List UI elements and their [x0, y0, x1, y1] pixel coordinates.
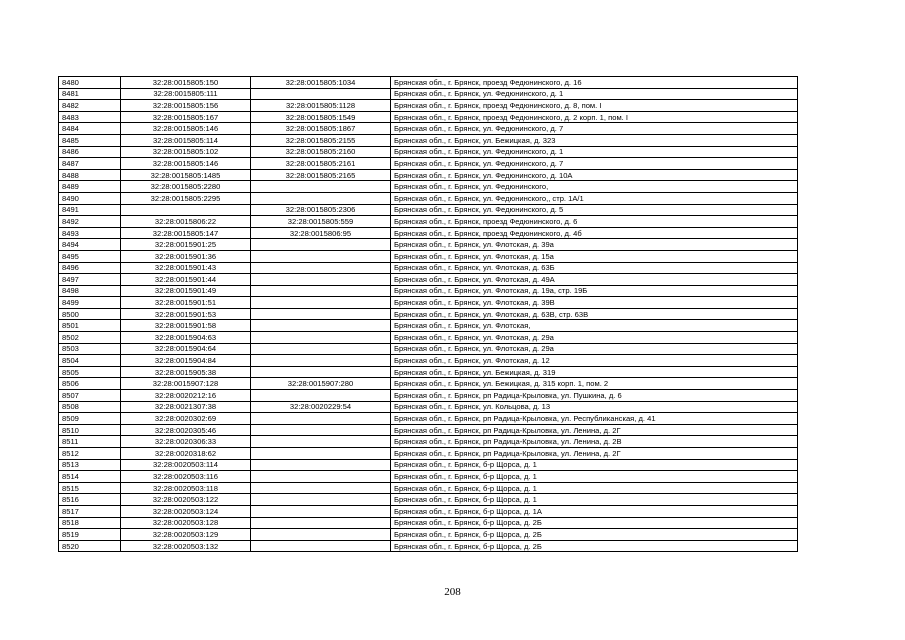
parent-cadastral-number-cell [251, 181, 391, 193]
address-cell: Брянская обл., г. Брянск, рп Радица-Крыловка, ул. Пушкина, д. 6 [391, 390, 798, 402]
cadastral-table [58, 76, 798, 552]
row-number-cell: 8504 [59, 355, 121, 367]
row-number-cell: 8510 [59, 424, 121, 436]
address-cell: Брянская обл., г. Брянск, проезд Федюнинского, д. 2 корп. 1, пом. I [391, 111, 798, 123]
address-cell: Брянская обл., г. Брянск, ул. Федюнинского, д. 7 [391, 123, 798, 135]
row-number-cell: 8518 [59, 517, 121, 529]
parent-cadastral-number-cell: 32:28:0015907:280 [251, 378, 391, 390]
parent-cadastral-number-cell [251, 297, 391, 309]
row-number-cell: 8515 [59, 482, 121, 494]
table-row [59, 285, 798, 297]
address-cell: Брянская обл., г. Брянск, б-р Щорса, д. 1 [391, 471, 798, 483]
row-number-cell: 8499 [59, 297, 121, 309]
table-row [59, 88, 798, 100]
table-row [59, 227, 798, 239]
table-row [59, 424, 798, 436]
table-row [59, 413, 798, 425]
cadastral-number-cell: 32:28:0015805:146 [121, 158, 251, 170]
parent-cadastral-number-cell [251, 494, 391, 506]
cadastral-number-cell: 32:28:0015805:114 [121, 134, 251, 146]
table-row [59, 448, 798, 460]
row-number-cell: 8487 [59, 158, 121, 170]
table-row [59, 216, 798, 228]
address-cell: Брянская обл., г. Брянск, ул. Федюнинского, д. 5 [391, 204, 798, 216]
cadastral-number-cell: 32:28:0020306:33 [121, 436, 251, 448]
row-number-cell: 8506 [59, 378, 121, 390]
parent-cadastral-number-cell: 32:28:0015806:95 [251, 227, 391, 239]
cadastral-number-cell: 32:28:0015901:43 [121, 262, 251, 274]
address-cell: Брянская обл., г. Брянск, б-р Щорса, д. 1 [391, 459, 798, 471]
row-number-cell: 8513 [59, 459, 121, 471]
row-number-cell: 8508 [59, 401, 121, 413]
address-cell: Брянская обл., г. Брянск, ул. Бежицкая, д. 319 [391, 366, 798, 378]
cadastral-number-cell: 32:28:0015805:150 [121, 77, 251, 89]
parent-cadastral-number-cell [251, 343, 391, 355]
cadastral-number-cell: 32:28:0020503:124 [121, 505, 251, 517]
cadastral-number-cell: 32:28:0015805:147 [121, 227, 251, 239]
cadastral-number-cell: 32:28:0015901:58 [121, 320, 251, 332]
address-cell: Брянская обл., г. Брянск, б-р Щорса, д. 2Б [391, 540, 798, 552]
cadastral-number-cell: 32:28:0020503:116 [121, 471, 251, 483]
table-row [59, 146, 798, 158]
address-cell: Брянская обл., г. Брянск, ул. Флотская, д. 19а, стр. 19Б [391, 285, 798, 297]
address-cell: Брянская обл., г. Брянск, б-р Щорса, д. 1 [391, 494, 798, 506]
parent-cadastral-number-cell [251, 424, 391, 436]
address-cell: Брянская обл., г. Брянск, проезд Федюнинского, д. 4б [391, 227, 798, 239]
address-cell: Брянская обл., г. Брянск, ул. Бежицкая, д. 323 [391, 134, 798, 146]
table-row [59, 320, 798, 332]
address-cell: Брянская обл., г. Брянск, проезд Федюнинского, д. 8, пом. I [391, 100, 798, 112]
address-cell: Брянская обл., г. Брянск, проезд Федюнинского, д. 6 [391, 216, 798, 228]
table-row [59, 239, 798, 251]
address-cell: Брянская обл., г. Брянск, ул. Флотская, д. 29а [391, 343, 798, 355]
address-cell: Брянская обл., г. Брянск, ул. Флотская, д. 63В, стр. 63В [391, 308, 798, 320]
cadastral-number-cell: 32:28:0020302:69 [121, 413, 251, 425]
row-number-cell: 8517 [59, 505, 121, 517]
row-number-cell: 8491 [59, 204, 121, 216]
parent-cadastral-number-cell: 32:28:0020229:54 [251, 401, 391, 413]
row-number-cell: 8498 [59, 285, 121, 297]
parent-cadastral-number-cell: 32:28:0015805:2155 [251, 134, 391, 146]
table-row [59, 378, 798, 390]
cadastral-number-cell: 32:28:0020503:114 [121, 459, 251, 471]
cadastral-number-cell: 32:28:0020305:46 [121, 424, 251, 436]
row-number-cell: 8492 [59, 216, 121, 228]
row-number-cell: 8511 [59, 436, 121, 448]
parent-cadastral-number-cell [251, 471, 391, 483]
table-row [59, 482, 798, 494]
address-cell: Брянская обл., г. Брянск, б-р Щорса, д. 2Б [391, 529, 798, 541]
cadastral-number-cell: 32:28:0015806:22 [121, 216, 251, 228]
cadastral-number-cell: 32:28:0015901:25 [121, 239, 251, 251]
cadastral-number-cell: 32:28:0015805:156 [121, 100, 251, 112]
cadastral-number-cell: 32:28:0015805:167 [121, 111, 251, 123]
row-number-cell: 8519 [59, 529, 121, 541]
parent-cadastral-number-cell: 32:28:0015805:1867 [251, 123, 391, 135]
table-row [59, 262, 798, 274]
parent-cadastral-number-cell [251, 448, 391, 460]
row-number-cell: 8503 [59, 343, 121, 355]
row-number-cell: 8520 [59, 540, 121, 552]
cadastral-number-cell: 32:28:0015805:146 [121, 123, 251, 135]
table-row [59, 100, 798, 112]
row-number-cell: 8489 [59, 181, 121, 193]
address-cell: Брянская обл., г. Брянск, проезд Федюнинского, д. 16 [391, 77, 798, 89]
table-row [59, 77, 798, 89]
row-number-cell: 8502 [59, 332, 121, 344]
cadastral-number-cell [121, 204, 251, 216]
table-row [59, 529, 798, 541]
parent-cadastral-number-cell [251, 262, 391, 274]
table-row [59, 123, 798, 135]
parent-cadastral-number-cell [251, 482, 391, 494]
parent-cadastral-number-cell: 32:28:0015805:2165 [251, 169, 391, 181]
parent-cadastral-number-cell [251, 366, 391, 378]
table-row [59, 505, 798, 517]
cadastral-number-cell: 32:28:0015805:102 [121, 146, 251, 158]
row-number-cell: 8501 [59, 320, 121, 332]
row-number-cell: 8486 [59, 146, 121, 158]
table-row [59, 390, 798, 402]
parent-cadastral-number-cell: 32:28:0015805:2160 [251, 146, 391, 158]
cadastral-number-cell: 32:28:0021307:38 [121, 401, 251, 413]
row-number-cell: 8505 [59, 366, 121, 378]
table-row [59, 517, 798, 529]
table-row [59, 332, 798, 344]
cadastral-number-cell: 32:28:0015907:128 [121, 378, 251, 390]
parent-cadastral-number-cell [251, 413, 391, 425]
cadastral-number-cell: 32:28:0015805:1485 [121, 169, 251, 181]
address-cell: Брянская обл., г. Брянск, ул. Федюнинского,, стр. 1А/1 [391, 192, 798, 204]
row-number-cell: 8483 [59, 111, 121, 123]
table-row [59, 494, 798, 506]
table-row [59, 343, 798, 355]
cadastral-number-cell: 32:28:0015904:64 [121, 343, 251, 355]
table-row [59, 134, 798, 146]
parent-cadastral-number-cell: 32:28:0015805:1549 [251, 111, 391, 123]
address-cell: Брянская обл., г. Брянск, б-р Щорса, д. 2Б [391, 517, 798, 529]
row-number-cell: 8497 [59, 274, 121, 286]
row-number-cell: 8488 [59, 169, 121, 181]
table-row [59, 192, 798, 204]
cadastral-number-cell: 32:28:0015904:84 [121, 355, 251, 367]
row-number-cell: 8485 [59, 134, 121, 146]
parent-cadastral-number-cell [251, 192, 391, 204]
table-body [59, 77, 798, 552]
row-number-cell: 8493 [59, 227, 121, 239]
cadastral-number-cell: 32:28:0015905:38 [121, 366, 251, 378]
table-row [59, 274, 798, 286]
address-cell: Брянская обл., г. Брянск, ул. Флотская, д. 15а [391, 250, 798, 262]
address-cell: Брянская обл., г. Брянск, ул. Кольцова, д. 13 [391, 401, 798, 413]
row-number-cell: 8481 [59, 88, 121, 100]
address-cell: Брянская обл., г. Брянск, рп Радица-Крыловка, ул. Республиканская, д. 41 [391, 413, 798, 425]
table-row [59, 471, 798, 483]
address-cell: Брянская обл., г. Брянск, рп Радица-Крыловка, ул. Ленина, д. 2Г [391, 424, 798, 436]
cadastral-number-cell: 32:28:0015901:44 [121, 274, 251, 286]
address-cell: Брянская обл., г. Брянск, б-р Щорса, д. 1 [391, 482, 798, 494]
parent-cadastral-number-cell [251, 517, 391, 529]
parent-cadastral-number-cell [251, 540, 391, 552]
row-number-cell: 8480 [59, 77, 121, 89]
table-row [59, 111, 798, 123]
cadastral-number-cell: 32:28:0015805:2280 [121, 181, 251, 193]
cadastral-number-cell: 32:28:0020503:129 [121, 529, 251, 541]
row-number-cell: 8512 [59, 448, 121, 460]
table-row [59, 158, 798, 170]
row-number-cell: 8496 [59, 262, 121, 274]
parent-cadastral-number-cell: 32:28:0015805:1128 [251, 100, 391, 112]
address-cell: Брянская обл., г. Брянск, ул. Флотская, д. 29а [391, 332, 798, 344]
row-number-cell: 8516 [59, 494, 121, 506]
parent-cadastral-number-cell [251, 390, 391, 402]
table-row [59, 401, 798, 413]
table-row [59, 308, 798, 320]
address-cell: Брянская обл., г. Брянск, ул. Бежицкая, д. 315 корп. 1, пом. 2 [391, 378, 798, 390]
table-row [59, 540, 798, 552]
table-row [59, 297, 798, 309]
address-cell: Брянская обл., г. Брянск, ул. Федюнинского, д. 7 [391, 158, 798, 170]
cadastral-number-cell: 32:28:0020503:128 [121, 517, 251, 529]
cadastral-number-cell: 32:28:0020503:132 [121, 540, 251, 552]
parent-cadastral-number-cell [251, 308, 391, 320]
parent-cadastral-number-cell [251, 505, 391, 517]
table-row [59, 459, 798, 471]
table-row [59, 181, 798, 193]
parent-cadastral-number-cell [251, 355, 391, 367]
row-number-cell: 8495 [59, 250, 121, 262]
cadastral-number-cell: 32:28:0015901:49 [121, 285, 251, 297]
cadastral-number-cell: 32:28:0020212:16 [121, 390, 251, 402]
row-number-cell: 8484 [59, 123, 121, 135]
cadastral-number-cell: 32:28:0015904:63 [121, 332, 251, 344]
row-number-cell: 8482 [59, 100, 121, 112]
parent-cadastral-number-cell [251, 320, 391, 332]
table-row [59, 436, 798, 448]
address-cell: Брянская обл., г. Брянск, ул. Федюнинского, [391, 181, 798, 193]
cadastral-number-cell: 32:28:0015805:111 [121, 88, 251, 100]
address-cell: Брянская обл., г. Брянск, ул. Флотская, [391, 320, 798, 332]
row-number-cell: 8514 [59, 471, 121, 483]
address-cell: Брянская обл., г. Брянск, ул. Федюнинского, д. 10А [391, 169, 798, 181]
cadastral-number-cell: 32:28:0020503:122 [121, 494, 251, 506]
parent-cadastral-number-cell: 32:28:0015805:2306 [251, 204, 391, 216]
cadastral-number-cell: 32:28:0015805:2295 [121, 192, 251, 204]
parent-cadastral-number-cell [251, 88, 391, 100]
address-cell: Брянская обл., г. Брянск, ул. Флотская, д. 12 [391, 355, 798, 367]
row-number-cell: 8494 [59, 239, 121, 251]
cadastral-number-cell: 32:28:0015901:36 [121, 250, 251, 262]
parent-cadastral-number-cell: 32:28:0015805:1034 [251, 77, 391, 89]
cadastral-number-cell: 32:28:0015901:53 [121, 308, 251, 320]
parent-cadastral-number-cell: 32:28:0015805:559 [251, 216, 391, 228]
parent-cadastral-number-cell: 32:28:0015805:2161 [251, 158, 391, 170]
cadastral-number-cell: 32:28:0020318:62 [121, 448, 251, 460]
parent-cadastral-number-cell [251, 436, 391, 448]
table-row [59, 169, 798, 181]
cadastral-number-cell: 32:28:0020503:118 [121, 482, 251, 494]
address-cell: Брянская обл., г. Брянск, рп Радица-Крыловка, ул. Ленина, д. 2В [391, 436, 798, 448]
parent-cadastral-number-cell [251, 250, 391, 262]
cadastral-number-cell: 32:28:0015901:51 [121, 297, 251, 309]
parent-cadastral-number-cell [251, 529, 391, 541]
row-number-cell: 8509 [59, 413, 121, 425]
address-cell: Брянская обл., г. Брянск, ул. Федюнинского, д. 1 [391, 88, 798, 100]
address-cell: Брянская обл., г. Брянск, ул. Флотская, д. 39В [391, 297, 798, 309]
parent-cadastral-number-cell [251, 459, 391, 471]
parent-cadastral-number-cell [251, 332, 391, 344]
row-number-cell: 8507 [59, 390, 121, 402]
table-row [59, 250, 798, 262]
page-number: 208 [444, 586, 461, 598]
table-row [59, 204, 798, 216]
address-cell: Брянская обл., г. Брянск, б-р Щорса, д. 1А [391, 505, 798, 517]
table-row [59, 355, 798, 367]
address-cell: Брянская обл., г. Брянск, ул. Флотская, д. 39а [391, 239, 798, 251]
parent-cadastral-number-cell [251, 274, 391, 286]
parent-cadastral-number-cell [251, 285, 391, 297]
address-cell: Брянская обл., г. Брянск, ул. Флотская, д. 49А [391, 274, 798, 286]
address-cell: Брянская обл., г. Брянск, ул. Федюнинского, д. 1 [391, 146, 798, 158]
row-number-cell: 8500 [59, 308, 121, 320]
row-number-cell: 8490 [59, 192, 121, 204]
address-cell: Брянская обл., г. Брянск, рп Радица-Крыловка, ул. Ленина, д. 2Г [391, 448, 798, 460]
address-cell: Брянская обл., г. Брянск, ул. Флотская, д. 63Б [391, 262, 798, 274]
parent-cadastral-number-cell [251, 239, 391, 251]
table-row [59, 366, 798, 378]
